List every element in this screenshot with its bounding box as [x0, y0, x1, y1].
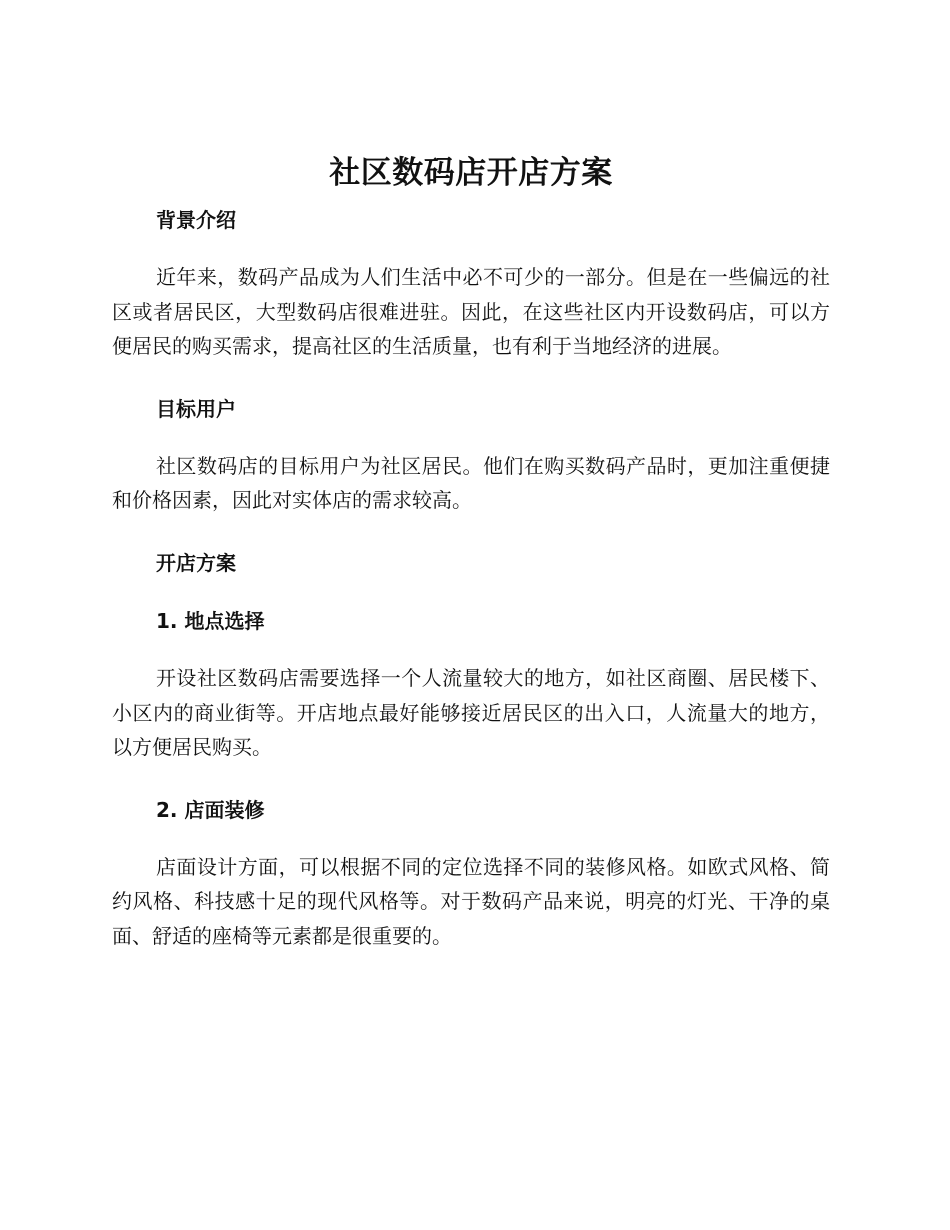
spacer: [112, 518, 830, 545]
document-content: [112, 150, 830, 954]
heading-target-users: 目标用户: [156, 396, 236, 421]
spacer: [112, 639, 830, 661]
paragraph-location: 开设社区数码店需要选择一个人流量较大的地方，如社区商圈、居民楼下、小区内的商业街等。开店地点最好能够接近居民区的出入口，人流量大的地方，以方便居民购买。: [112, 665, 830, 760]
heading-background: 背景介绍: [156, 208, 236, 232]
spacer: [112, 238, 830, 260]
spacer: [112, 427, 830, 449]
heading-location: 1. 地点选择: [156, 608, 265, 633]
paragraph-target-users: 社区数码店的目标用户为社区居民。他们在购买数码产品时，更加注重便捷和价格因素，因此对实体店的需求较高。: [112, 453, 830, 513]
heading-plan: 开店方案: [156, 550, 236, 575]
paragraph-background: 近年来，数码产品成为人们生活中必不可少的一部分。但是在一些偏远的社区或者居民区，大型数码店很难进驻。因此，在这些社区内开设数码店，可以方便居民的购买需求，提高社区的生活质量，也有利于当地经济的进展。: [112, 265, 830, 359]
spacer: [112, 364, 830, 391]
heading-decoration: 2. 店面装修: [156, 797, 265, 822]
spacer: [112, 765, 830, 792]
spacer: [112, 828, 830, 850]
document-title: 社区数码店开店方案: [329, 155, 613, 191]
spacer: [112, 581, 830, 603]
paragraph-decoration: 店面设计方面，可以根据不同的定位选择不同的装修风格。如欧式风格、简约风格、科技感十足的现代风格等。对于数码产品来说，明亮的灯光、干净的桌面、舒适的座椅等元素都是很重要的。: [112, 854, 830, 948]
